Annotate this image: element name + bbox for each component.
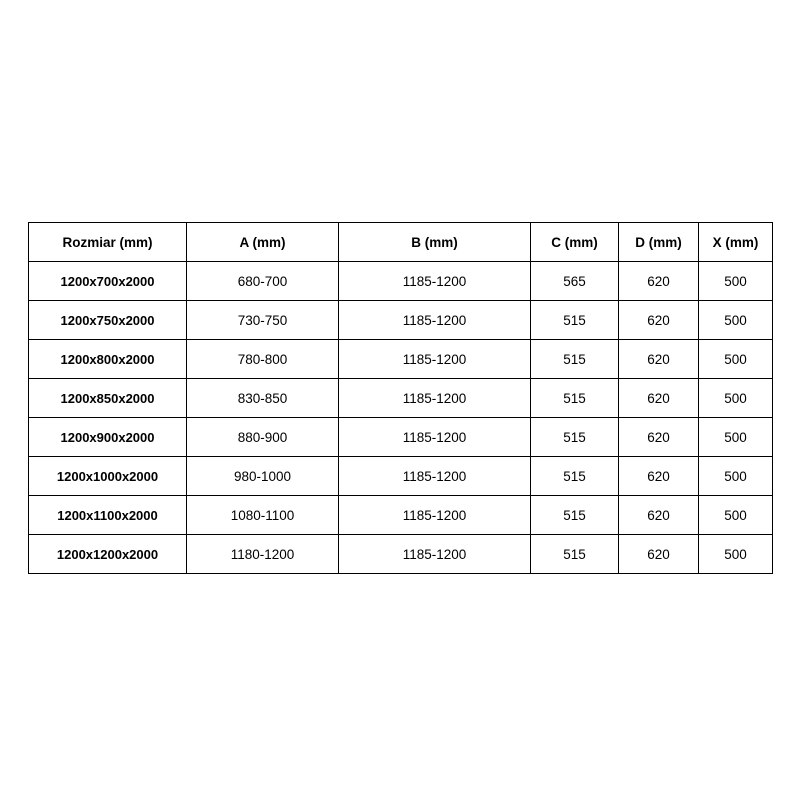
table-row	[29, 535, 773, 574]
cell-x: 500	[699, 262, 773, 301]
column-header-c: C (mm)	[531, 223, 619, 262]
cell-b: 1185-1200	[339, 301, 531, 340]
cell-d: 620	[619, 535, 699, 574]
column-header-d: D (mm)	[619, 223, 699, 262]
cell-size: 1200x850x2000	[29, 379, 187, 418]
table-row	[29, 457, 773, 496]
table-row	[29, 262, 773, 301]
cell-d: 620	[619, 418, 699, 457]
cell-c: 515	[531, 379, 619, 418]
cell-d: 620	[619, 496, 699, 535]
cell-size: 1200x1000x2000	[29, 457, 187, 496]
cell-d: 620	[619, 457, 699, 496]
table-header-row	[29, 223, 773, 262]
cell-a: 780-800	[187, 340, 339, 379]
cell-a: 1080-1100	[187, 496, 339, 535]
cell-size: 1200x800x2000	[29, 340, 187, 379]
cell-x: 500	[699, 301, 773, 340]
table-row	[29, 301, 773, 340]
cell-b: 1185-1200	[339, 340, 531, 379]
cell-c: 515	[531, 301, 619, 340]
cell-x: 500	[699, 457, 773, 496]
cell-b: 1185-1200	[339, 496, 531, 535]
cell-x: 500	[699, 379, 773, 418]
cell-a: 1180-1200	[187, 535, 339, 574]
cell-c: 515	[531, 535, 619, 574]
cell-c: 515	[531, 340, 619, 379]
cell-size: 1200x1200x2000	[29, 535, 187, 574]
table-row	[29, 379, 773, 418]
cell-x: 500	[699, 340, 773, 379]
cell-c: 515	[531, 457, 619, 496]
cell-size: 1200x1100x2000	[29, 496, 187, 535]
cell-c: 565	[531, 262, 619, 301]
column-header-rozmiar: Rozmiar (mm)	[29, 223, 187, 262]
cell-b: 1185-1200	[339, 535, 531, 574]
cell-a: 730-750	[187, 301, 339, 340]
cell-size: 1200x900x2000	[29, 418, 187, 457]
column-header-b: B (mm)	[339, 223, 531, 262]
cell-size: 1200x750x2000	[29, 301, 187, 340]
cell-x: 500	[699, 496, 773, 535]
cell-c: 515	[531, 418, 619, 457]
size-table-container	[28, 222, 772, 574]
cell-d: 620	[619, 262, 699, 301]
cell-a: 830-850	[187, 379, 339, 418]
column-header-a: A (mm)	[187, 223, 339, 262]
table-row	[29, 418, 773, 457]
table-row	[29, 340, 773, 379]
cell-a: 880-900	[187, 418, 339, 457]
size-table	[28, 222, 773, 574]
cell-b: 1185-1200	[339, 418, 531, 457]
cell-x: 500	[699, 535, 773, 574]
table-row	[29, 496, 773, 535]
cell-d: 620	[619, 340, 699, 379]
cell-c: 515	[531, 496, 619, 535]
cell-a: 980-1000	[187, 457, 339, 496]
cell-b: 1185-1200	[339, 379, 531, 418]
cell-b: 1185-1200	[339, 262, 531, 301]
cell-size: 1200x700x2000	[29, 262, 187, 301]
table-body	[29, 262, 773, 574]
cell-x: 500	[699, 418, 773, 457]
cell-a: 680-700	[187, 262, 339, 301]
column-header-x: X (mm)	[699, 223, 773, 262]
cell-d: 620	[619, 379, 699, 418]
cell-b: 1185-1200	[339, 457, 531, 496]
cell-d: 620	[619, 301, 699, 340]
table-header	[29, 223, 773, 262]
